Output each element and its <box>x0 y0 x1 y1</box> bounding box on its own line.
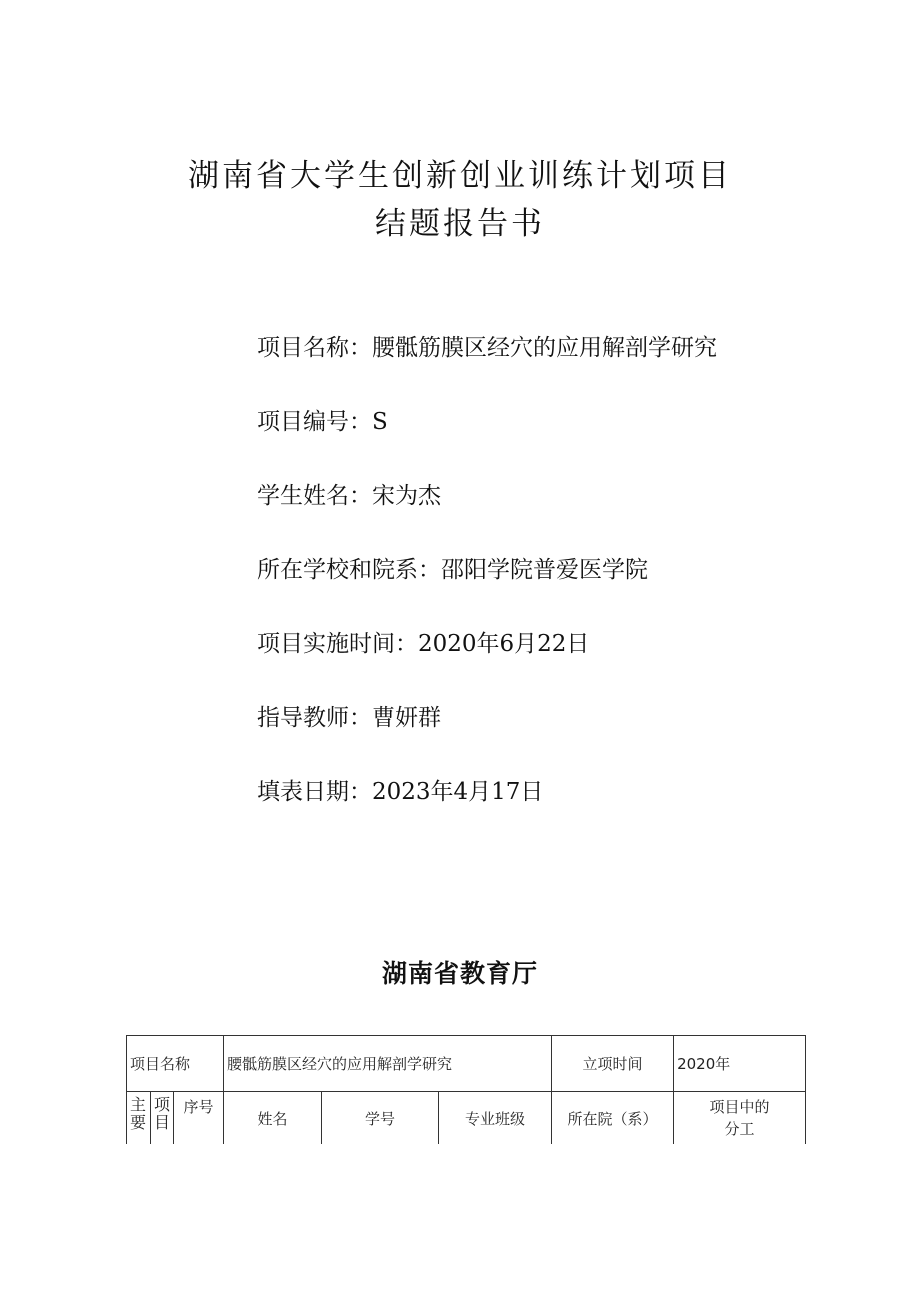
column-header-name: 姓名 <box>224 1092 322 1145</box>
field-label: 填表日期： <box>257 779 372 805</box>
role-line-2: 分工 <box>724 1120 755 1138</box>
report-title <box>0 152 920 248</box>
field-value: 邵阳学院普爱医学院 <box>441 557 648 583</box>
field-fill-date <box>257 772 717 846</box>
table-row <box>127 1036 806 1092</box>
column-header-student-id: 学号 <box>322 1092 439 1145</box>
field-label: 指导教师： <box>257 705 372 731</box>
project-info-table <box>126 1035 806 1144</box>
field-school-dept <box>257 550 717 624</box>
cover-fields <box>257 328 717 846</box>
table-row <box>127 1092 806 1145</box>
field-label: 项目实施时间： <box>257 631 418 657</box>
title-line-1: 湖南省大学生创新创业训练计划项目 <box>188 158 732 194</box>
project-name-value-cell: 腰骶筋膜区经穴的应用解剖学研究 <box>224 1036 552 1092</box>
role-line-1: 项目中的 <box>709 1098 770 1116</box>
field-project-number <box>257 402 717 476</box>
field-advisor <box>257 698 717 772</box>
issuing-authority: 湖南省教育厅 <box>381 959 538 988</box>
approval-time-value-cell: 2020年 <box>674 1036 806 1092</box>
column-header-seq: 序号 <box>174 1092 224 1145</box>
field-student-name <box>257 476 717 550</box>
field-label: 项目编号： <box>257 409 372 435</box>
field-value: 腰骶筋膜区经穴的应用解剖学研究 <box>372 335 717 361</box>
group-label-cell-b: 项目 <box>151 1092 174 1145</box>
group-label-cell-a: 主要 <box>127 1092 151 1145</box>
column-header-dept: 所在院（系） <box>552 1092 674 1145</box>
field-value: 2023年4月17日 <box>372 779 544 805</box>
field-label: 所在学校和院系： <box>257 557 441 583</box>
column-header-role <box>674 1092 806 1145</box>
title-line-2: 结题报告书 <box>375 206 545 242</box>
field-value: 曹妍群 <box>372 705 441 731</box>
field-label: 学生姓名： <box>257 483 372 509</box>
field-value: S <box>372 409 388 435</box>
field-implementation-time <box>257 624 717 698</box>
field-label: 项目名称： <box>257 335 372 361</box>
column-header-major-class: 专业班级 <box>439 1092 552 1145</box>
project-name-label-cell: 项目名称 <box>127 1036 224 1092</box>
approval-time-label-cell: 立项时间 <box>552 1036 674 1092</box>
field-value: 宋为杰 <box>372 483 441 509</box>
field-value: 2020年6月22日 <box>418 631 590 657</box>
field-project-name <box>257 328 717 402</box>
